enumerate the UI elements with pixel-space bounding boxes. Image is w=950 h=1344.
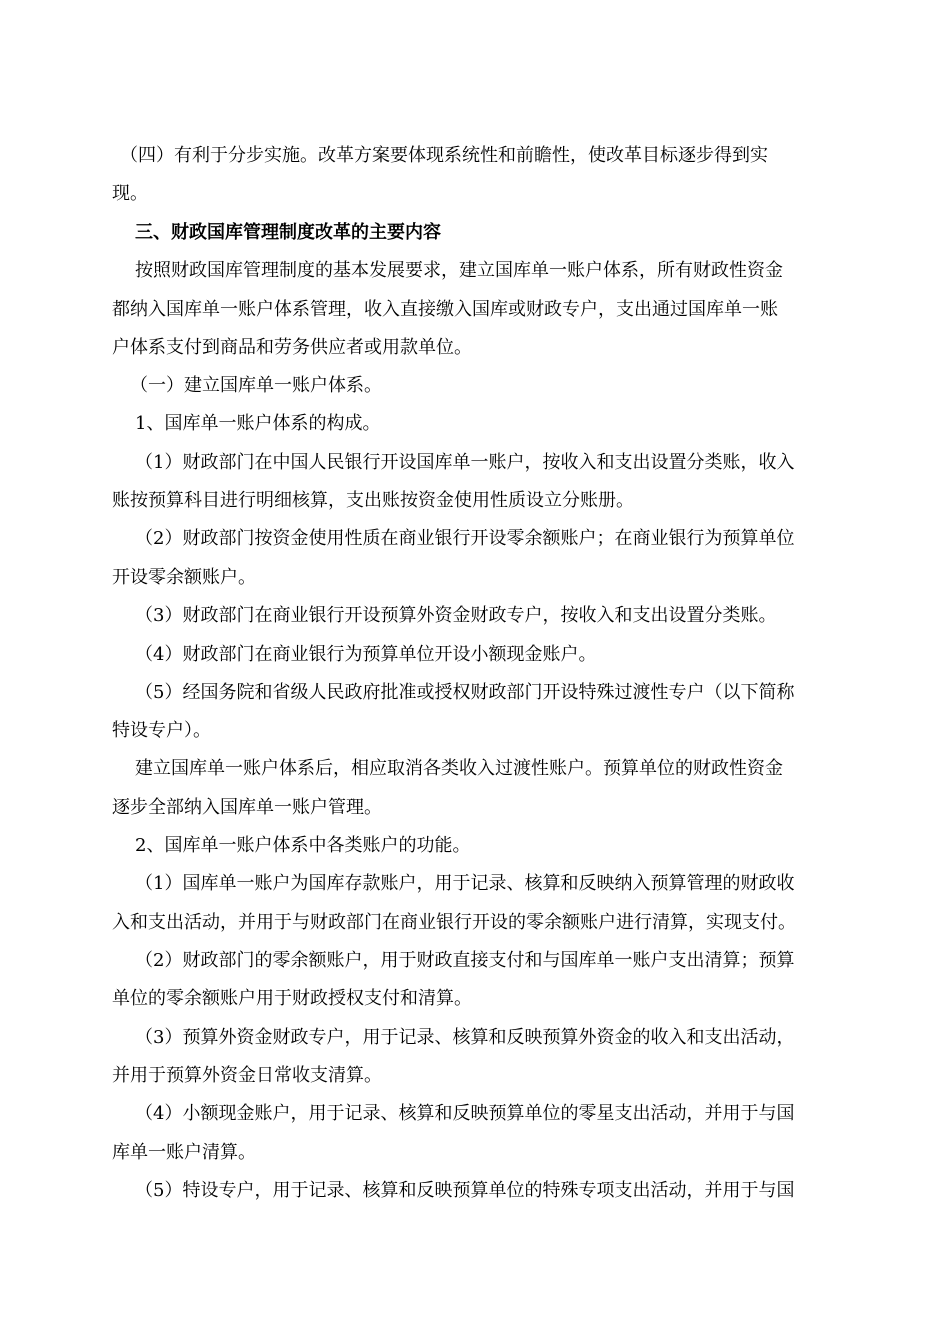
paragraph-line: （四）有利于分步实施。改革方案要体现系统性和前瞻性，使改革目标逐步得到实 bbox=[120, 145, 768, 166]
paragraph-line: 开设零余额账户。 bbox=[112, 567, 256, 588]
paragraph-line: （1）财政部门在中国人民银行开设国库单一账户，按收入和支出设置分类账，收入 bbox=[135, 452, 795, 473]
paragraph-line: 入和支出活动，并用于与财政部门在商业银行开设的零余额账户进行清算，实现支付。 bbox=[112, 912, 796, 933]
paragraph-line: （2）财政部门的零余额账户，用于财政直接支付和与国库单一账户支出清算；预算 bbox=[135, 950, 795, 971]
paragraph-line: （3）财政部门在商业银行开设预算外资金财政专户，按收入和支出设置分类账。 bbox=[135, 605, 777, 626]
section-heading: 三、财政国库管理制度改革的主要内容 bbox=[135, 222, 441, 243]
subsection-heading: 2、国库单一账户体系中各类账户的功能。 bbox=[135, 835, 471, 856]
paragraph-line: （2）财政部门按资金使用性质在商业银行开设零余额账户；在商业银行为预算单位 bbox=[135, 528, 795, 549]
subsection-heading: （一）建立国库单一账户体系。 bbox=[130, 375, 382, 396]
paragraph-line: （5）特设专户，用于记录、核算和反映预算单位的特殊专项支出活动，并用于与国 bbox=[135, 1180, 795, 1201]
paragraph-line: （3）预算外资金财政专户，用于记录、核算和反映预算外资金的收入和支出活动， bbox=[135, 1027, 795, 1048]
paragraph-line: 建立国库单一账户体系后，相应取消各类收入过渡性账户。预算单位的财政性资金 bbox=[135, 758, 783, 779]
paragraph-line: 特设专户）。 bbox=[112, 720, 211, 741]
paragraph-line: （1）国库单一账户为国库存款账户，用于记录、核算和反映纳入预算管理的财政收 bbox=[135, 873, 795, 894]
paragraph-line: 逐步全部纳入国库单一账户管理。 bbox=[112, 797, 382, 818]
paragraph-line: （4）小额现金账户，用于记录、核算和反映预算单位的零星支出活动，并用于与国 bbox=[135, 1103, 795, 1124]
paragraph-line: 按照财政国库管理制度的基本发展要求，建立国库单一账户体系，所有财政性资金 bbox=[135, 260, 783, 281]
paragraph-line: 库单一账户清算。 bbox=[112, 1142, 256, 1163]
paragraph-line: （5）经国务院和省级人民政府批准或授权财政部门开设特殊过渡性专户（以下简称 bbox=[135, 682, 795, 703]
paragraph-line: 户体系支付到商品和劳务供应者或用款单位。 bbox=[112, 337, 472, 358]
paragraph-line: 并用于预算外资金日常收支清算。 bbox=[112, 1065, 382, 1086]
paragraph-line: 账按预算科目进行明细核算，支出账按资金使用性质设立分账册。 bbox=[112, 490, 634, 511]
paragraph-line: （4）财政部门在商业银行为预算单位开设小额现金账户。 bbox=[135, 644, 597, 665]
subsection-heading: 1、国库单一账户体系的构成。 bbox=[135, 413, 381, 434]
paragraph-line: 都纳入国库单一账户体系管理，收入直接缴入国库或财政专户，支出通过国库单一账 bbox=[112, 299, 778, 320]
paragraph-line: 单位的零余额账户用于财政授权支付和清算。 bbox=[112, 988, 472, 1009]
paragraph-line: 现。 bbox=[112, 183, 148, 204]
